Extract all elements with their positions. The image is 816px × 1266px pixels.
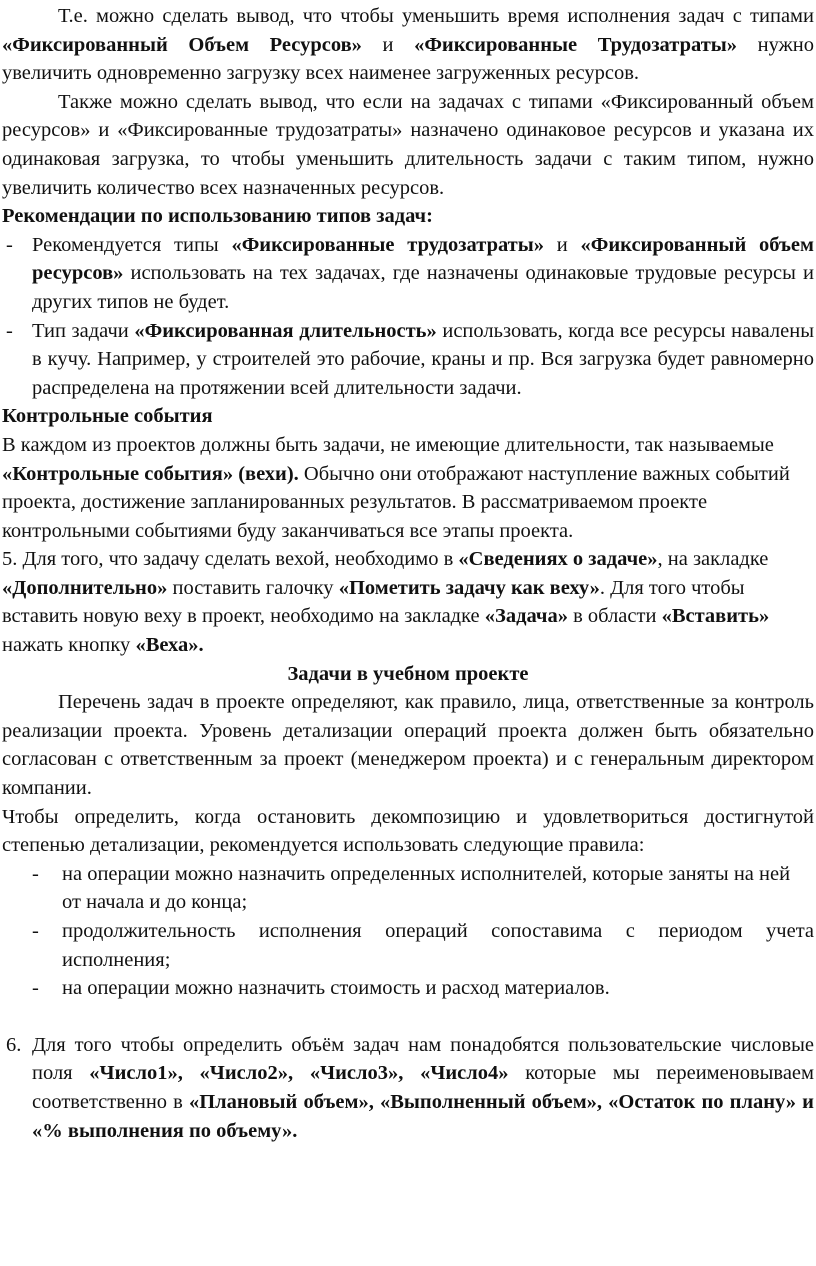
text: , на закладке <box>657 548 769 571</box>
bold-text: «Фиксированная длительность» <box>134 319 437 342</box>
bold-text: «Вставить» <box>661 605 770 628</box>
paragraph-tasks-list: Перечень задач в проекте определяют, как правило, лица, ответственные за контроль реализации проекта. Уровень детализации операций проекта должен быть обязательно согласован с ответственным за проект (менеджером проекта) и с генеральным директором компании. <box>2 691 814 800</box>
bold-text: «Пометить задачу как веху» <box>338 576 600 599</box>
paragraph-step-5 <box>2 545 814 659</box>
list-item <box>2 317 814 403</box>
bold-text: «Дополнительно» <box>2 576 168 599</box>
text: Обычно они отображают наступление важных событий проекта, достижение запланированных результатов. В рассматриваемом проекте контрольными событиями буду заканчиваться все этапы проекта. <box>2 462 790 542</box>
heading-text: Рекомендации по использованию типов задач: <box>2 205 433 228</box>
bold-text: «Сведениях о задаче» <box>458 548 658 571</box>
bold-text: «Фиксированный Объем Ресурсов» <box>2 33 362 56</box>
bold-text: «Число1», «Число2», «Число3», «Число4» <box>89 1062 509 1085</box>
bold-text: «Задача» <box>484 605 568 628</box>
bold-text: «Контрольные события» (вехи). <box>2 462 299 485</box>
list-item: - на операции можно назначить стоимость и расход материалов. <box>2 974 814 1003</box>
item-number: 6. <box>6 1033 22 1056</box>
text: нужно увеличить одновременно загрузку всех наименее загруженных ресурсов. <box>2 33 814 85</box>
bold-text: «Фиксированный объем ресурсов» <box>32 233 814 285</box>
recommendations-heading <box>2 202 814 231</box>
milestones-heading <box>2 402 814 431</box>
text: которые мы переименовываем соответственно в <box>32 1062 815 1113</box>
text: нажать кнопку <box>2 634 136 657</box>
text: Тип задачи <box>32 319 135 342</box>
text: . Для того чтобы вставить новую веху в проект, необходимо на закладке <box>2 576 745 628</box>
text: В каждом из проектов должны быть задачи, не имеющие длительности, так называемые <box>2 433 774 456</box>
text: 5. Для того, что задачу сделать вехой, необходимо в <box>2 548 459 571</box>
paragraph-conclusion-1 <box>2 2 814 88</box>
list-item: - на операции можно назначить определенных исполнителей, которые заняты на ней от начала и до конца; <box>2 860 814 917</box>
text: использовать на тех задачах, где назначены одинаковые трудовые ресурсы и других типов не будет. <box>32 262 814 313</box>
text: и <box>544 233 581 256</box>
bold-text: «Плановый объем», «Выполненный объем», «Остаток по плану» и «% выполнения по объему». <box>32 1090 814 1142</box>
bold-text: «Фиксированные Трудозатраты» <box>414 33 738 56</box>
list-item <box>2 231 814 317</box>
text: Рекомендуется типы <box>32 233 232 256</box>
heading-text: Контрольные события <box>2 405 213 428</box>
paragraph-decomposition: Чтобы определить, когда остановить декомпозицию и удовлетвориться достигнутой степенью детализации, рекомендуется использовать следующие правила: <box>2 805 814 857</box>
text: поставить галочку <box>167 576 339 599</box>
blank-line <box>2 1003 814 1031</box>
heading-text: Задачи в учебном проекте <box>287 662 529 685</box>
text: Т.е. можно сделать вывод, что чтобы уменьшить время исполнения задач с типами <box>58 5 814 27</box>
paragraph-step-6 <box>2 1031 814 1145</box>
rules-list <box>2 860 814 1003</box>
text: в области <box>567 605 662 628</box>
list-item: - продолжительность исполнения операций сопоставима с периодом учета исполнения; <box>2 917 814 974</box>
bold-text: «Веха». <box>135 634 204 657</box>
text: использовать, когда все ресурсы навалены в кучу. Например, у строителей это рабочие, краны и пр. Вся загрузка будет равномерно распределена на протяжении всей длительности задачи. <box>32 319 814 399</box>
paragraph-conclusion-2: Также можно сделать вывод, что если на задачах с типами «Фиксированный объем ресурсов» и «Фиксированные трудозатраты» назначено одинаковое ресурсов и указана их одинаковая загрузка, то чтобы уменьшить длительность задачи с таким типом, нужно увеличить количество всех назначенных ресурсов. <box>2 90 814 199</box>
text: Для того чтобы определить объём задач нам понадобятся пользовательские числовые поля <box>32 1033 814 1085</box>
paragraph-milestones <box>2 431 814 545</box>
text: и <box>361 33 415 56</box>
recommendations-list <box>2 231 814 403</box>
tasks-heading <box>2 660 814 689</box>
bold-text: «Фиксированные трудозатраты» <box>231 233 545 256</box>
